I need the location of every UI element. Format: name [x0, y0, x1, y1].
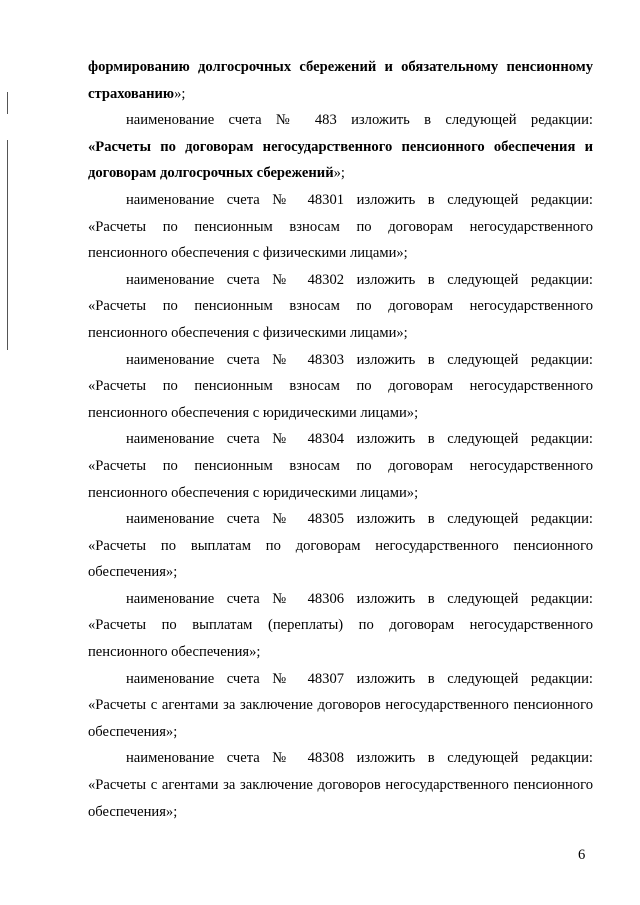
paragraph-heading: наименование счета № 48302 изложить в следующей редакции:	[126, 271, 593, 288]
paragraph-body: «Расчеты по пенсионным взносам по договорам негосударственного пенсионного обеспечения с юридическими лицами»;	[88, 457, 593, 501]
paragraph-body: «Расчеты с агентами за заключение договоров негосударственного пенсионного обеспечения»;	[88, 777, 593, 820]
paragraph-body: «Расчеты с агентами за заключение договоров негосударственного пенсионного обеспечения»;	[88, 697, 593, 740]
intro-bold-text: формированию долгосрочных сбережений и обязательному пенсионному страхованию	[88, 59, 593, 102]
paragraph-bold-text: «Расчеты по договорам негосударственного пенсионного обеспечения и договорам долгосрочных сбережений	[88, 138, 593, 182]
intro-tail: »;	[174, 85, 186, 102]
scan-margin-line	[7, 140, 8, 350]
paragraph-48305	[88, 506, 593, 586]
paragraph-tail: »;	[333, 165, 345, 182]
paragraph-48308	[88, 745, 593, 825]
paragraph-heading: наименование счета № 48301 изложить в следующей редакции:	[126, 191, 593, 208]
paragraph-body: «Расчеты по пенсионным взносам по договорам негосударственного пенсионного обеспечения с физическими лицами»;	[88, 298, 593, 341]
paragraph-body: «Расчеты по выплатам по договорам негосударственного пенсионного обеспечения»;	[88, 537, 593, 581]
page-number: 6	[578, 847, 586, 863]
intro-paragraph	[88, 54, 593, 107]
paragraph-48304	[88, 426, 593, 506]
paragraph-48303	[88, 347, 593, 427]
paragraph-heading: наименование счета № 48303 изложить в следующей редакции:	[126, 351, 593, 368]
paragraph-heading: наименование счета № 48304 изложить в следующей редакции:	[126, 431, 593, 448]
paragraph-48307	[88, 666, 593, 746]
paragraph-heading: наименование счета № 48306 изложить в следующей редакции:	[126, 590, 593, 607]
paragraph-48302	[88, 267, 593, 347]
paragraph-body: «Расчеты по выплатам (переплаты) по договорам негосударственного пенсионного обеспечения»;	[88, 617, 593, 661]
paragraph-heading: наименование счета № 48308 изложить в следующей редакции:	[126, 750, 593, 767]
paragraph-483	[88, 107, 593, 187]
paragraph-48306	[88, 586, 593, 666]
paragraph-heading: наименование счета № 48307 изложить в следующей редакции:	[126, 670, 593, 687]
paragraph-48301	[88, 187, 593, 267]
paragraph-body	[88, 134, 593, 187]
scan-margin-line	[7, 92, 8, 114]
paragraph-heading: наименование счета № 48305 изложить в следующей редакции:	[126, 511, 593, 528]
document-text	[88, 54, 593, 825]
paragraph-body: «Расчеты по пенсионным взносам по договорам негосударственного пенсионного обеспечения с физическими лицами»;	[88, 218, 593, 262]
paragraph-heading: наименование счета № 483 изложить в следующей редакции:	[126, 112, 593, 129]
paragraph-body: «Расчеты по пенсионным взносам по договорам негосударственного пенсионного обеспечения с юридическими лицами»;	[88, 378, 593, 421]
